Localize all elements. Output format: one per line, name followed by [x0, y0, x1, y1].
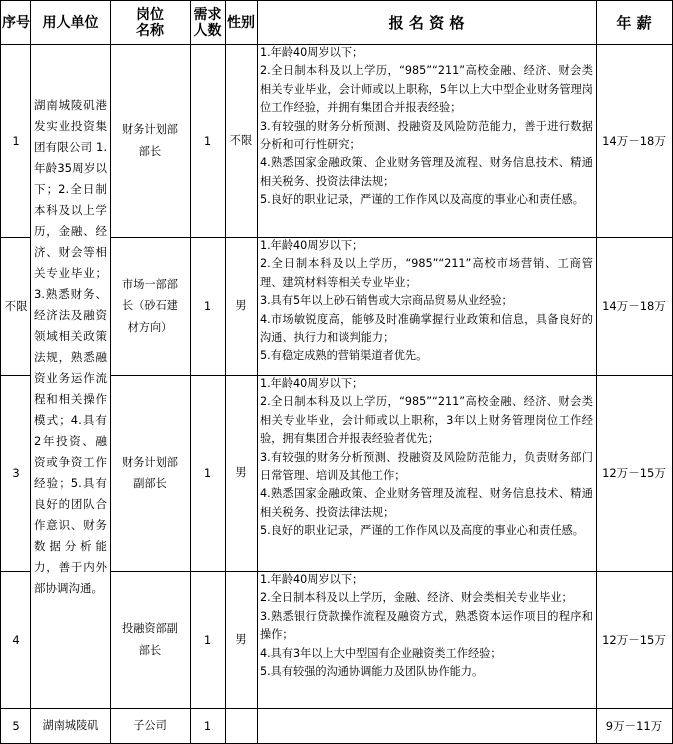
grid-line [110, 375, 673, 376]
grid-line [0, 708, 673, 709]
grid-line [110, 0, 111, 744]
row-1-qual-item: 2.全日制本科及以上学历，“985”“211”高校金融、经济、财会类相关专业毕业，会计师或以上职称，5年以上大中型企业财务管理岗位工作经验，并拥有集团合并报表经验； [260, 64, 593, 115]
row-5-count: 1 [203, 718, 212, 733]
row-4-qual-item: 1.年龄40周岁以下； [260, 573, 364, 586]
row-4-salary: 12万－15万 [602, 632, 666, 647]
row-4-qual-item: 3.熟悉银行贷款操作流程及融资方式，熟悉资本运作项目的程序和操作； [260, 609, 593, 642]
row-1-count: 1 [203, 133, 212, 148]
row-1-gender: 不限 [229, 133, 253, 147]
row-2-qual-item: 3.具有5年以上砂石销售或大宗商品贸易从业经验； [260, 294, 513, 308]
row-3-salary: 12万－15万 [602, 466, 666, 480]
row-5-gender [225, 708, 257, 743]
row-4-count: 1 [203, 632, 212, 647]
row-4-qualifications [257, 571, 596, 708]
header-position: 岗位名称 [136, 6, 164, 39]
employer-description: 湖南城陵矶港发实业投资集团有限公司 1.年龄35周岁以下；2.全日制本科及以上学历，金融、经济、财会等相关专业毕业；3.熟悉财务、经济法及融资领域相关政策法规，熟悉融资业务运作流程和相关操作模式；4.具有2年投资、融资或争资工作经验；5.具有良好的团队合作意识、财务数据分析能力，善于内外部协调沟通。 [34, 98, 107, 595]
grid-line [0, 0, 1, 744]
row-2-qual-item: 4.市场敏锐度高，能够及时准确掌握行业政策和信息，具备良好的沟通、执行力和谈判能力； [260, 312, 593, 345]
header-count: 需求人数 [193, 6, 222, 39]
row-1-seq: 1 [12, 133, 20, 148]
grid-line [30, 0, 31, 744]
row-4-qual-item: 2.全日制本科及以上学历，金融、经济、财会类相关专业毕业； [260, 591, 573, 605]
row-2-seq: 不限 [4, 299, 28, 313]
grid-line [225, 0, 226, 744]
row-5-seq: 5 [12, 718, 20, 733]
grid-line [110, 237, 673, 238]
header-salary: 年 薪 [616, 13, 652, 32]
row-2-qualifications [257, 237, 596, 375]
row-2-position: 市场一部部长（砂石建材方向） [122, 277, 178, 334]
grid-line [0, 0, 673, 1]
header-seq: 序号 [2, 14, 30, 31]
grid-line [596, 0, 597, 744]
row-1-position: 财务计划部部长 [122, 123, 178, 158]
row-5-unit: 湖南城陵矶 [42, 718, 99, 732]
grid-line [0, 44, 673, 45]
grid-line [0, 375, 31, 376]
row-5-salary: 9万－11万 [605, 718, 663, 733]
grid-line [110, 571, 673, 572]
row-3-qual-item: 4.熟悉国家金融政策、企业财务管理及流程、财务信息技术、精通相关税务、投资法律法规； [260, 487, 593, 519]
header-qualification: 报 名 资 格 [388, 13, 465, 32]
row-3-gender: 男 [235, 466, 247, 480]
row-4-seq: 4 [12, 632, 20, 647]
row-3-qual-item: 5.良好的职业记录，严谨的工作作风以及高度的事业心和责任感。 [260, 524, 584, 538]
row-5-position: 子公司 [133, 718, 167, 732]
row-4-position: 投融资部副部长 [122, 622, 178, 657]
grid-line [0, 237, 31, 238]
header-gender: 性别 [227, 14, 255, 31]
row-2-qual-item: 5.有稳定成熟的营销渠道者优先。 [260, 349, 428, 363]
row-3-qualifications [257, 375, 596, 571]
row-3-qual-item: 1.年龄40周岁以下； [260, 377, 364, 390]
row-3-seq: 3 [12, 466, 20, 480]
row-2-gender: 男 [235, 299, 247, 313]
row-2-count: 1 [203, 299, 212, 313]
row-3-position: 财务计划部副部长 [122, 455, 178, 490]
row-2-salary: 14万－18万 [602, 299, 666, 313]
header-unit: 用人单位 [42, 14, 99, 31]
row-3-qual-item: 3.有较强的财务分析预测、投融资及风险防范能力，负责财务部门日常管理、培训及其他工作； [260, 450, 593, 483]
row-1-qual-item: 1.年龄40周岁以下； [260, 46, 364, 59]
row-4-qual-item: 4.具有3年以上大中型国有企业融资类工作经验； [260, 646, 502, 660]
grid-line [0, 571, 31, 572]
row-1-salary: 14万－18万 [602, 133, 666, 148]
grid-line [190, 0, 191, 744]
row-4-qual-item: 5.具有较强的沟通协调能力及团队协作能力。 [260, 665, 484, 679]
row-2-qual-item: 1.年龄40周岁以下； [260, 239, 364, 252]
row-1-qual-item: 3.有较强的财务分析预测、投融资及风险防范能力，善于进行数据分析和可行性研究； [260, 119, 593, 152]
row-3-count: 1 [203, 466, 212, 480]
row-2-qual-item: 2.全日制本科及以上学历，“985”“211”高校市场营销、工商管理、建筑材料等相关专业毕业； [260, 257, 593, 289]
row-3-qual-item: 2.全日制本科及以上学历，“985”“211”高校金融、经济、财会类相关专业毕业，会计师或以上职称，3年以上财务管理岗位工作经验，拥有集团合并报表经验者优先； [260, 395, 593, 446]
row-1-qual-item: 5.良好的职业记录，严谨的工作作风以及高度的事业心和责任感。 [260, 193, 584, 207]
grid-line [257, 0, 258, 744]
row-4-gender: 男 [235, 632, 247, 646]
row-1-qualifications [257, 44, 596, 237]
row-1-qual-item: 4.熟悉国家金融政策、企业财务管理及流程、财务信息技术、精通相关税务、投资法律法规； [260, 156, 593, 188]
